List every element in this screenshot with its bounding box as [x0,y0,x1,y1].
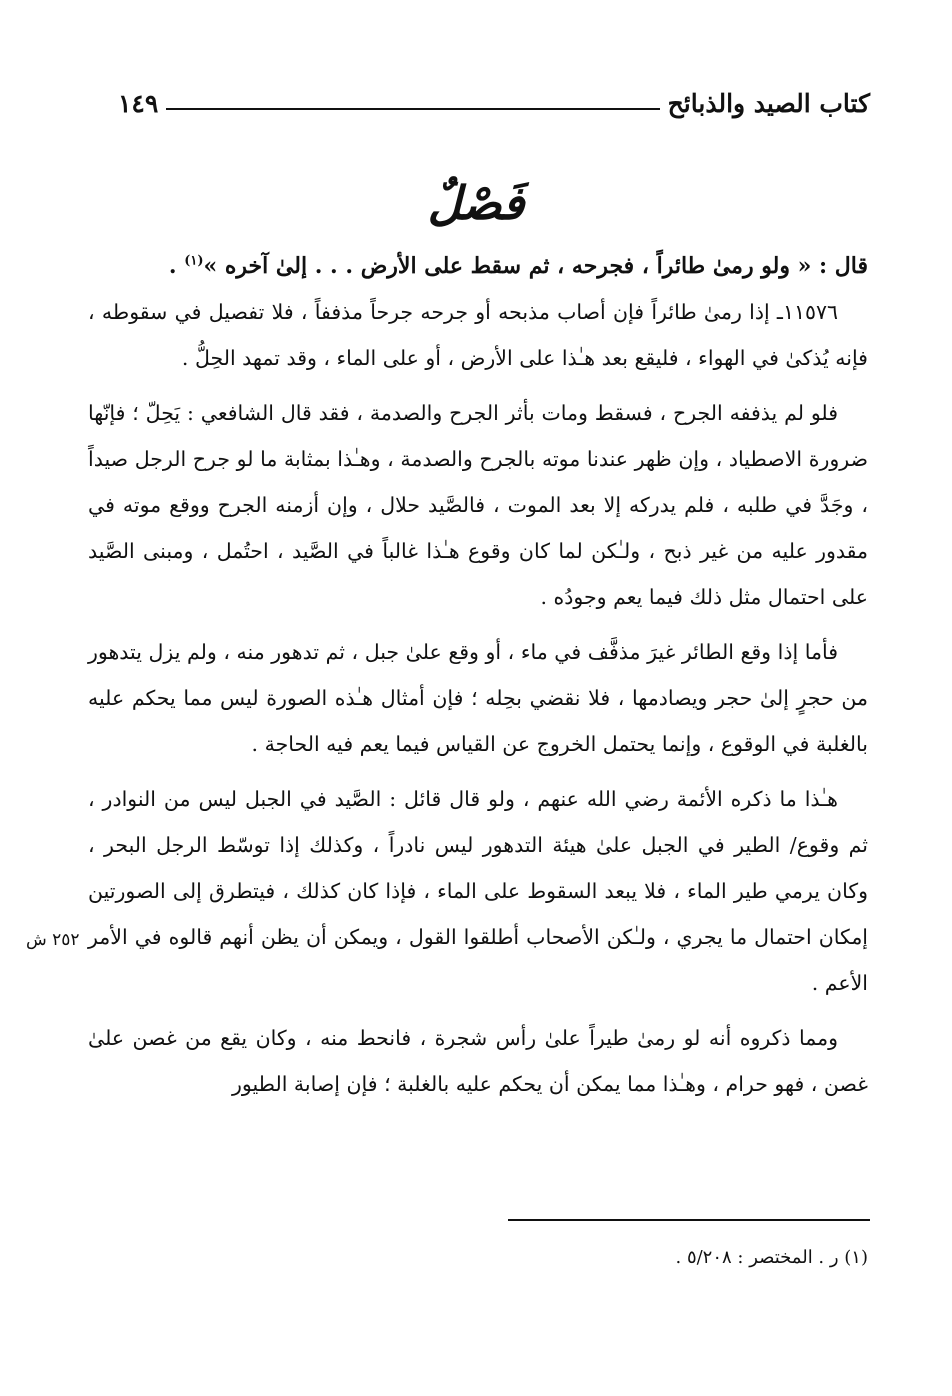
body-text [88,243,868,1116]
paragraph-4: هـٰذا ما ذكره الأئمة رضي الله عنهم ، ولو قال قائل : الصَّيد في الجبل ليس من النوادر ، ثم وقوع/ الطير في الجبل علىٰ هيئة التدهور ليس نادراً ، وكذلك إذا توسّط الرجل البحر ، وكان يرمي طير الماء ، فلا يبعد السقوط على الماء ، فإذا كان كذلك ، فيتطرق إلى الصورتين إمكان احتمال ما يجري ، ولـٰكن الأصحاب أطلقوا القول ، ويمكن أن يظن أنهم قالوه في الأمر الأعم . [88,787,868,995]
footnote-rule [508,1219,870,1221]
book-title: كتاب الصيد والذبائح [667,89,870,118]
header-rule [166,108,659,110]
quote-line [88,243,868,289]
paragraph-1: ١١٥٧٦ـ إذا رمىٰ طائراً فإن أصاب مذبحه أو جرحه جرحاً مذففاً ، فلا تفصيل في سقوطه ، فإنه يُذكىٰ في الهواء ، فليقع بعد هـٰذا على الأرض ، أو على الماء ، وقد تمهد الحِلُّ . [88,300,868,370]
quote-text: قال : « ولو رمىٰ طائراً ، فجرحه ، ثم سقط على الأرض . . . إلىٰ آخره » [203,253,868,279]
page-number: ١٤٩ [118,89,159,118]
footnote-marker: (١) [184,253,204,269]
running-header [118,78,870,118]
paragraph-3: فأما إذا وقع الطائر غيرَ مذفَّف في ماء ، أو وقع علىٰ جبل ، ثم تدهور منه ، ولم يزل يتدهور من حجرٍ إلىٰ حجر ويصادمها ، فلا نقضي بحِله ؛ فإن أمثال هـٰذه الصورة ليس مما يحكم عليه بالغلبة في الوقوع ، وإنما يحتمل الخروج عن القياس فيما يعم فيه الحاجة . [88,640,868,756]
footnote: (١) ر . المختصر : ٥/٢٠٨ . [675,1247,868,1268]
paragraph-2: فلو لم يذففه الجرح ، فسقط ومات بأثر الجرح والصدمة ، فقد قال الشافعي : يَحِلّ ؛ فإنّها ضرورة الاصطياد ، وإن ظهر عندنا موته بالجرح والصدمة ، وهـٰذا بمثابة ما لو جرح الرجل صيداً ، وجَدَّ في طلبه ، فلم يدركه إلا بعد الموت ، فالصَّيد حلال ، وإن أزمنه الجرح ووقع موته في مقدور عليه من غير ذبح ، ولـٰكن لما كان وقوع هـٰذا غالباً في الصَّيد ، احتُمل ، ومبنى الصَّيد على احتمال مثل ذلك فيما يعم وجودُه . [88,401,868,609]
quote-end: . [168,253,185,279]
margin-note: ٢٥٢ ش [26,930,80,950]
paragraph-5: ومما ذكروه أنه لو رمىٰ طيراً علىٰ رأس شجرة ، فانحط منه ، وكان يقع من غصن علىٰ غصن ، فهو حرام ، وهـٰذا مما يمكن أن يحكم عليه بالغلبة ؛ فإن إصابة الطيور [88,1026,868,1096]
section-heading: فَصْلٌ [427,176,525,230]
